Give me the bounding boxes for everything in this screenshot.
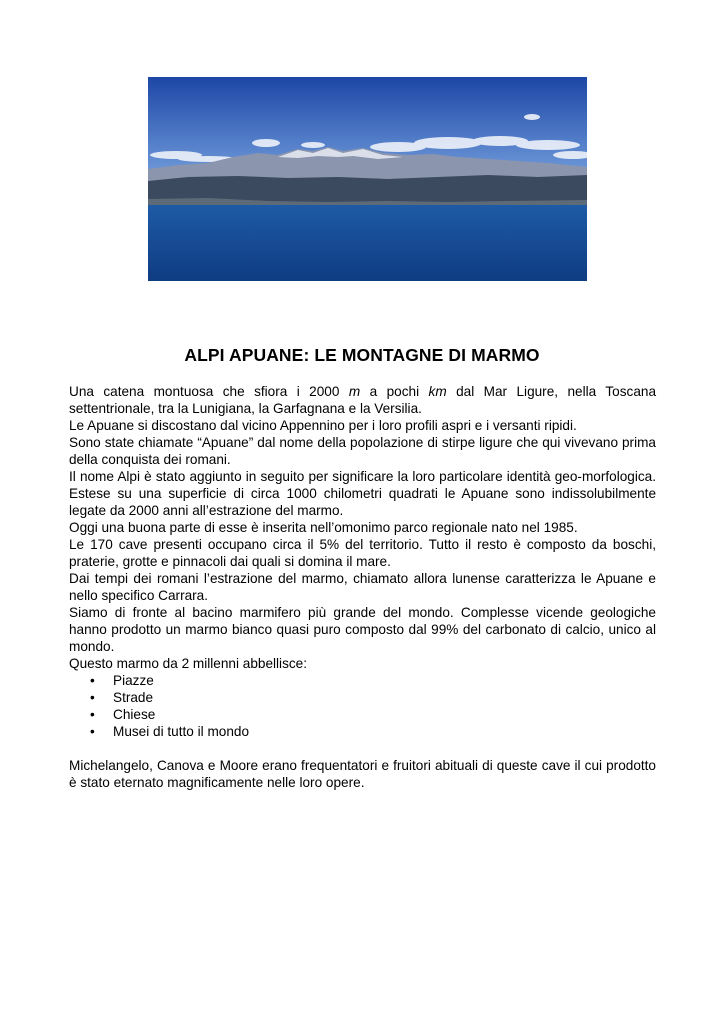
list-item: • Chiese: [90, 707, 156, 722]
paragraph-10: Michelangelo, Canova e Moore erano frequentatori e fruitori abituali di queste cave il cui prodotto è stato eternato magnificamente nelle loro opere.: [69, 758, 656, 790]
paragraph-5: Oggi una buona parte di esse è inserita nell’omonimo parco regionale nato nel 1985.: [69, 520, 578, 535]
bullet-icon: •: [90, 673, 95, 688]
spacer: [69, 740, 656, 757]
page-title: ALPI APUANE: LE MONTAGNE DI MARMO: [184, 345, 540, 365]
paragraph-2: Le Apuane si discostano dal vicino Appennino per i loro profili aspri e i versanti ripidi.: [69, 418, 577, 433]
photo-illustration: [148, 77, 587, 281]
paragraph-7: Dai tempi dei romani l’estrazione del marmo, chiamato allora lunense caratterizza le Apuane e nello specifico Carrara.: [69, 571, 656, 603]
bullet-list: [69, 672, 656, 740]
list-item: • Strade: [90, 690, 154, 705]
paragraph-3: Sono state chiamate “Apuane” dal nome della popolazione di stirpe ligure che qui vivevano prima della conquista dei romani.: [69, 435, 656, 467]
water: [148, 205, 587, 281]
paragraph-6: Le 170 cave presenti occupano circa il 5% del territorio. Tutto il resto è composto da boschi, praterie, grotte e pinnacoli dai quali si domina il mare.: [69, 537, 656, 569]
paragraph-1: Una catena montuosa che sfiora i 2000 m a pochi km dal Mar Ligure, nella Toscana settentrionale, tra la Lunigiana, la Garfagnana e la Versilia.: [69, 384, 657, 416]
bullet-icon: •: [90, 724, 95, 739]
paragraph-9: Questo marmo da 2 millenni abbellisce:: [69, 656, 308, 671]
list-item: • Piazze: [90, 673, 154, 688]
list-item: • Musei di tutto il mondo: [90, 724, 250, 739]
paragraph-4: Il nome Alpi è stato aggiunto in seguito per significare la loro particolare identità geo-morfologica. Estese su una superficie di circa 1000 chilometri quadrati le Apuane sono indissolubilmente legate da 2000 anni all’estrazione del marmo.: [69, 469, 656, 518]
paragraph-8: Siamo di fronte al bacino marmifero più grande del mondo. Complesse vicende geologiche hanno prodotto un marmo bianco quasi puro composto dal 99% del carbonato di calcio, unico al mondo.: [69, 605, 656, 654]
bullet-icon: •: [90, 690, 95, 705]
article-body: [69, 383, 656, 791]
mountain-lake-photo: [148, 77, 587, 281]
bullet-icon: •: [90, 707, 95, 722]
